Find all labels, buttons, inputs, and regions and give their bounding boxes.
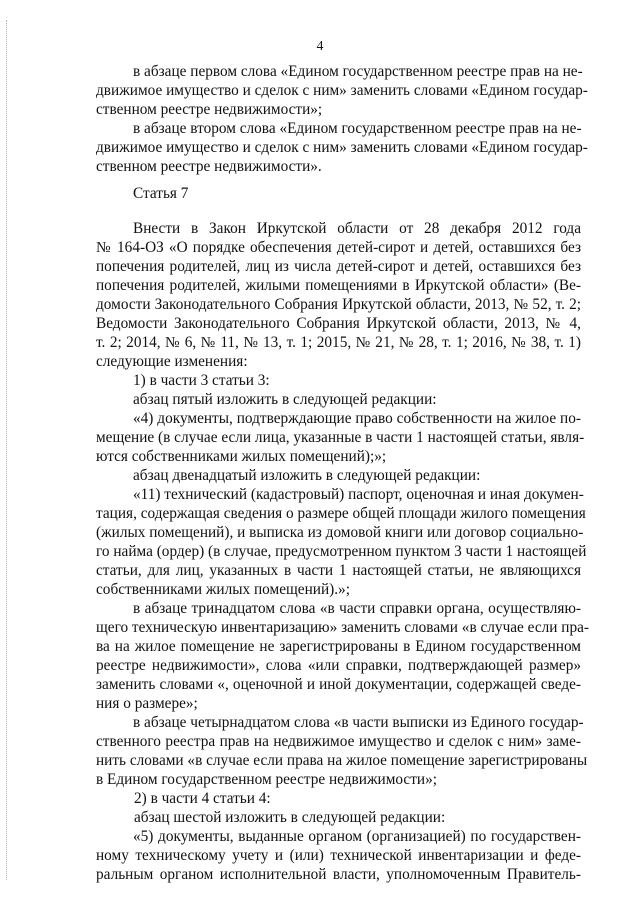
text-line: статьи, для лиц, указанных в части 1 настоящей статьи, не являющихся (96, 562, 581, 579)
text-line: в Едином государственном реестре недвижимости»; (96, 771, 437, 788)
text-line: в абзаце втором слова «Едином государственном реестре прав на не- (133, 120, 582, 137)
text-line: тация, содержащая сведения о размере общей площади жилого помещения (96, 505, 586, 522)
text-line: заменить словами «, оценочной и иной документации, содержащей сведе- (96, 676, 581, 693)
text-line: нить словами «в случае если права на жилое помещение зарегистрированы (96, 752, 588, 769)
text-line: ственном реестре недвижимости»; (96, 101, 323, 118)
text-line: Внести в Закон Иркутской области от 28 декабря 2012 года (133, 220, 581, 237)
text-line: (жилых помещений), и выписка из домовой книги или договор социально- (96, 524, 584, 541)
text-line: Ведомости Законодательного Собрания Иркутской области, 2013, № 4, (96, 315, 581, 332)
text-line: абзац шестой изложить в следующей редакции: (134, 809, 446, 826)
text-line: в абзаце четырнадцатом слова «в части выписки из Единого государ- (133, 714, 584, 731)
text-line: го найма (ордер) (в случае, предусмотренном пунктом 3 части 1 настоящей (96, 543, 587, 560)
text-line: ственном реестре недвижимости». (96, 158, 322, 175)
text-line: ются собственниками жилых помещений);»; (96, 448, 387, 465)
text-line: движимое имущество и сделок с ним» заменить словами «Едином государ- (96, 82, 588, 99)
text-line: в абзаце первом слова «Едином государственном реестре прав на не- (133, 63, 583, 80)
text-line: «11) технический (кадастровый) паспорт, оценочная и иная докумен- (133, 486, 584, 503)
text-line: № 164-ОЗ «О порядке обеспечения детей-сирот и детей, оставшихся без (96, 239, 581, 256)
text-line: 1) в части 3 статьи 3: (133, 372, 270, 389)
page-number: 4 (316, 38, 324, 53)
text-line: ственного реестра прав на недвижимое имущество и сделок с ним» заме- (96, 733, 581, 750)
text-line: ральным органом исполнительной власти, уполномоченным Правитель- (96, 866, 581, 883)
text-line: «4) документы, подтверждающие право собственности на жилое по- (133, 410, 581, 427)
text-line: «5) документы, выданные органом (организацией) по государствен- (133, 828, 581, 845)
text-line: 2) в части 4 статьи 4: (134, 790, 271, 807)
article-heading: Статья 7 (133, 185, 189, 202)
scan-edge-mark (6, 20, 8, 880)
text-line: щего техническую инвентаризацию» заменить словами «в случае если пра- (96, 619, 589, 636)
text-line: т. 2; 2014, № 6, № 11, № 13, т. 1; 2015, № 21, № 28, т. 1; 2016, № 38, т. 1) (96, 334, 581, 351)
text-line: собственниками жилых помещений).»; (96, 581, 350, 598)
text-line: попечения родителей, лиц из числа детей-сирот и детей, оставшихся без (96, 258, 581, 275)
text-line: в абзаце тринадцатом слова «в части справки органа, осуществляю- (133, 600, 581, 617)
text-line: мещение (в случае если лица, указанные в части 1 настоящей статьи, явля- (96, 429, 585, 446)
text-line: движимое имущество и сделок с ним» заменить словами «Едином государ- (96, 139, 588, 156)
text-line: попечения родителей, жилыми помещениями в Иркутской области» (Ве- (96, 277, 581, 294)
text-line: ному техническому учету и (или) технической инвентаризации и феде- (96, 847, 581, 864)
text-line: ния о размере»; (96, 695, 198, 712)
text-line: домости Законодательного Собрания Иркутской области, 2013, № 52, т. 2; (96, 296, 581, 313)
text-line: абзац пятый изложить в следующей редакции: (133, 391, 437, 408)
text-line: следующие изменения: (96, 353, 248, 370)
text-line: абзац двенадцатый изложить в следующей редакции: (133, 467, 481, 484)
text-line: реестре недвижимости», слова «или справки, подтверждающей размер» (96, 657, 581, 674)
text-line: ва на жилое помещение не зарегистрированы в Едином государственном (96, 638, 581, 655)
